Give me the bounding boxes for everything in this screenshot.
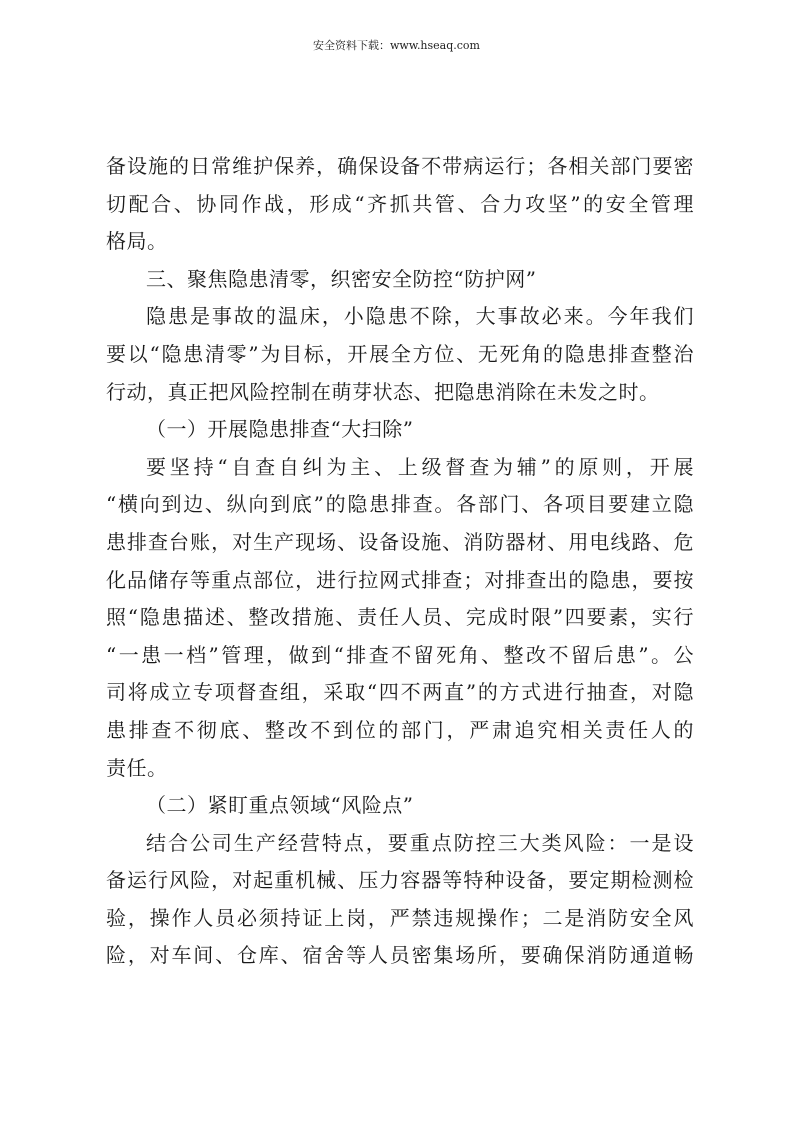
document-body: [106, 148, 694, 975]
body-line: 切配合、协同作战，形成“齐抓共管、合力攻坚”的安全管理: [106, 191, 694, 216]
body-line: 照“隐患描述、整改措施、责任人员、完成时限”四要素，实行: [106, 605, 694, 630]
subsection-heading: （一）开展隐患排查“大扫除”: [146, 417, 414, 442]
body-line: 隐患是事故的温床，小隐患不除，大事故必来。今年我们: [146, 304, 694, 329]
body-line: 司将成立专项督查组，采取“四不两直”的方式进行抽查，对隐: [106, 680, 694, 705]
section-heading: 三、聚焦隐患清零，织密安全防控“防护网”: [146, 266, 537, 291]
body-line: 格局。: [106, 229, 168, 254]
body-line: 要以“隐患清零”为目标，开展全方位、无死角的隐患排查整治: [106, 341, 694, 366]
body-line: 患排查不彻底、整改不到位的部门，严肃追究相关责任人的: [106, 717, 694, 742]
body-line: 化品储存等重点部位，进行拉网式排查；对排查出的隐患，要按: [106, 567, 694, 592]
page-header: 安全资料下载：www.hseaq.com: [313, 39, 480, 52]
body-line: 责任。: [106, 755, 168, 780]
body-line: “横向到边、纵向到底”的隐患排查。各部门、各项目要建立隐: [106, 492, 694, 517]
subsection-heading: （二）紧盯重点领域“风险点”: [146, 793, 414, 818]
body-line: 备运行风险，对起重机械、压力容器等特种设备，要定期检测检: [106, 868, 694, 893]
body-line: 验，操作人员必须持证上岗，严禁违规操作；二是消防安全风: [106, 905, 694, 930]
body-line: 行动，真正把风险控制在萌芽状态、把隐患消除在未发之时。: [106, 379, 660, 404]
body-line: 结合公司生产经营特点，要重点防控三大类风险：一是设: [146, 830, 694, 855]
body-line: 要坚持“自查自纠为主、上级督查为辅”的原则，开展: [146, 454, 694, 479]
body-line: 患排查台账，对生产现场、设备设施、消防器材、用电线路、危: [106, 529, 694, 554]
body-line: 险，对车间、仓库、宿舍等人员密集场所，要确保消防通道畅: [106, 943, 694, 968]
body-line: “一患一档”管理，做到“排查不留死角、整改不留后患”。公: [106, 642, 694, 667]
body-line: 备设施的日常维护保养，确保设备不带病运行；各相关部门要密: [106, 154, 694, 178]
